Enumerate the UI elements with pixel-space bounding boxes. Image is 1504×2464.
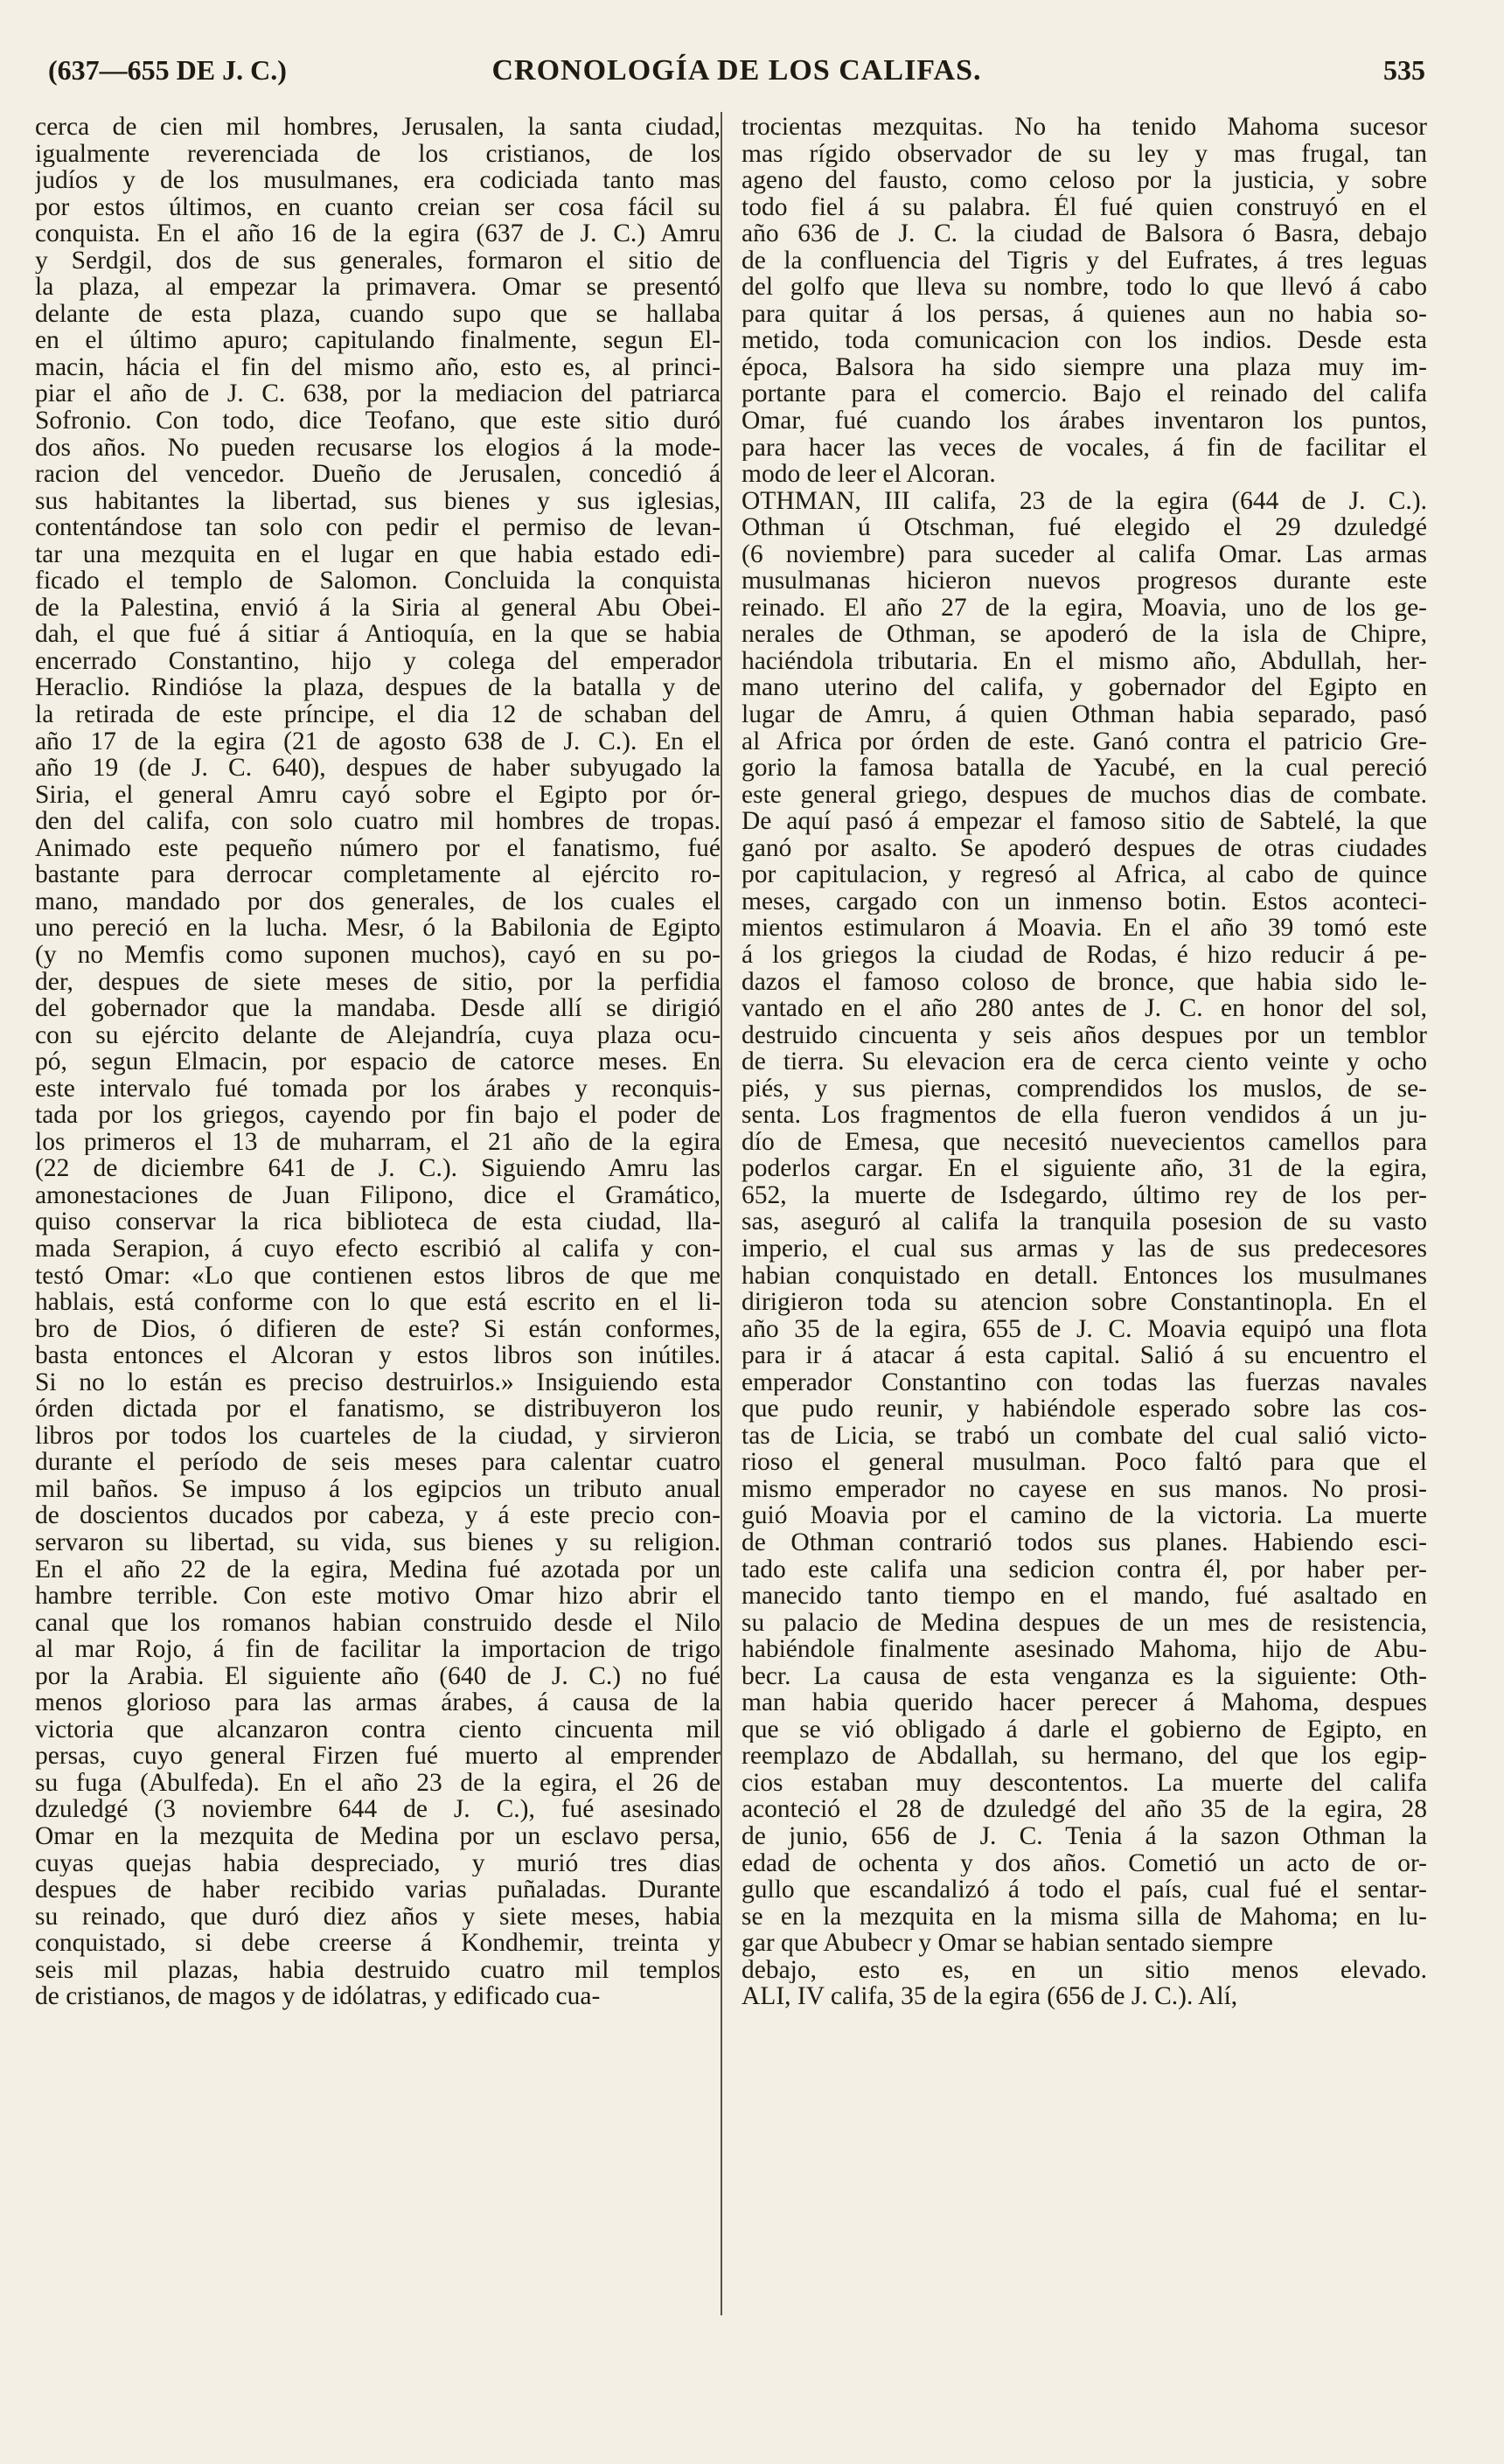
text-line: su reinado, que duró diez años y siete meses, habia [35, 1903, 721, 1931]
text-line: año 35 de la egira, 655 de J. C. Moavia equipó una flota [742, 1315, 1427, 1343]
text-line: hambre terrible. Con este motivo Omar hizo abrir el [35, 1583, 721, 1610]
text-line: 652, la muerte de Isdegardo, último rey de los per- [742, 1181, 1427, 1209]
text-line: De aquí pasó á empezar el famoso sitio de Sabtelé, la que [742, 808, 1427, 835]
text-line: Othman ú Otschman, fué elegido el 29 dzuledgé [742, 514, 1427, 541]
text-line: haciéndola tributaria. En el mismo año, Abdullah, her- [742, 647, 1427, 675]
text-line: su palacio de Medina despues de un mes de resistencia, [742, 1609, 1427, 1637]
text-line: órden dictada por el fanatismo, se distribuyeron los [35, 1396, 721, 1423]
text-line: reinado. El año 27 de la egira, Moavia, uno de los ge- [742, 594, 1427, 622]
text-line: mil baños. Se impuso á los egipcios un tributo anual [35, 1475, 721, 1503]
text-line: de la confluencia del Tigris y del Eufrates, á tres leguas [742, 247, 1427, 275]
text-line: igualmente reverenciada de los cristianos, de los [35, 140, 721, 168]
text-line: libros por todos los cuarteles de la ciudad, y sirvieron [35, 1422, 721, 1450]
text-line: vantado en el año 280 antes de J. C. en honor del sol, [742, 995, 1427, 1022]
text-line: hablais, está conforme con lo que está escrito en el li- [35, 1289, 721, 1316]
text-line: del golfo que lleva su nombre, todo lo que llevó á cabo [742, 274, 1427, 301]
text-line: con su ejército delante de Alejandría, cuya plaza ocu- [35, 1021, 721, 1049]
text-line: piés, y sus piernas, comprendidos los muslos, de se- [742, 1075, 1427, 1103]
text-line: testó Omar: «Lo que contienen estos libros de que me [35, 1262, 721, 1290]
text-line: gar que Abubecr y Omar se habian sentado siempre [742, 1930, 1273, 1957]
text-line: debajo, esto es, en un sitio menos elevado. [742, 1956, 1427, 1984]
text-line: OTHMAN, III califa, 23 de la egira (644 de J. C.). [742, 487, 1427, 515]
text-line: seis mil plazas, habia destruido cuatro mil templos [35, 1956, 721, 1984]
text-line: por capitulacion, y regresó al Africa, al cabo de quince [742, 861, 1427, 888]
text-line: dío de Emesa, que necesitó nuevecientos camellos para [742, 1128, 1427, 1156]
text-line: Animado este pequeño número por el fanatismo, fué [35, 834, 721, 862]
text-line: Siria, el general Amru cayó sobre el Egipto por ór- [35, 781, 721, 809]
text-line: servaron su libertad, su vida, sus bienes y su religion. [35, 1528, 721, 1556]
text-line: para hacer las veces de vocales, á fin de facilitar el [742, 434, 1427, 462]
text-line: año 19 (de J. C. 640), despues de haber subyugado la [35, 755, 721, 782]
text-line: dazos el famoso coloso de bronce, que habia sido le- [742, 968, 1427, 996]
text-line: victoria que alcanzaron contra ciento cincuenta mil [35, 1716, 721, 1744]
text-line: sas, aseguró al califa la tranquila posesion de su vasto [742, 1208, 1427, 1235]
text-line: nerales de Othman, se apoderó de la isla de Chipre, [742, 621, 1427, 648]
text-line: dos años. No pueden recusarse los elogios á la mode- [35, 434, 721, 462]
text-line: por la Arabia. El siguiente año (640 de J. C.) no fué [35, 1662, 721, 1690]
text-line: amonestaciones de Juan Filipono, dice el Gramático, [35, 1181, 721, 1209]
text-line: racion del vencedor. Dueño de Jerusalen, concedió á [35, 461, 721, 488]
text-line: portante para el comercio. Bajo el reinado del califa [742, 380, 1427, 408]
text-line: al mar Rojo, á fin de facilitar la importacion de trigo [35, 1636, 721, 1663]
text-line: en el último apuro; capitulando finalmente, segun El- [35, 327, 721, 354]
text-line: su fuga (Abulfeda). En el año 23 de la egira, el 26 de [35, 1769, 721, 1797]
text-line: lugar de Amru, á quien Othman habia separado, pasó [742, 701, 1427, 728]
text-line: basta entonces el Alcoran y estos libros son inútiles. [35, 1342, 721, 1369]
text-line: encerrado Constantino, hijo y colega del emperador [35, 647, 721, 675]
text-line: habian conquistado en detall. Entonces los musulmanes [742, 1262, 1427, 1290]
text-line: manecido tanto tiempo en el mando, fué asaltado en [742, 1583, 1427, 1610]
text-line: emperador Constantino con todas las fuerzas navales [742, 1368, 1427, 1396]
text-line: quiso conservar la rica biblioteca de esta ciudad, lla- [35, 1208, 721, 1235]
text-line: los primeros el 13 de muharram, el 21 año de la egira [35, 1128, 721, 1156]
text-line: la plaza, al empezar la primavera. Omar se presentó [35, 274, 721, 301]
text-line: mas rígido observador de su ley y mas frugal, tan [742, 140, 1427, 168]
text-line: canal que los romanos habian construido desde el Nilo [35, 1609, 721, 1637]
page-header [48, 54, 1425, 107]
text-line: tas de Licia, se trabó un combate del cual salió victo- [742, 1422, 1427, 1450]
text-line: ageno del fausto, como celoso por la justicia, y sobre [742, 167, 1427, 194]
text-line: (22 de diciembre 641 de J. C.). Siguiendo Amru las [35, 1155, 721, 1182]
text-line: metido, toda comunicacion con los indios. Desde esta [742, 327, 1427, 354]
text-line: mientos estimularon á Moavia. En el año 39 tomó este [742, 915, 1427, 942]
text-line: conquistado, si debe creerse á Kondhemir, treinta y [35, 1930, 721, 1957]
text-line: reemplazo de Abdallah, su hermano, del que los egip- [742, 1743, 1427, 1770]
text-line: despues de haber recibido varias puñaladas. Durante [35, 1876, 721, 1904]
text-line: conquista. En el año 16 de la egira (637 de J. C.) Amru [35, 220, 721, 247]
text-line: musulmanas hicieron nuevos progresos durante este [742, 567, 1427, 595]
text-line: cerca de cien mil hombres, Jerusalen, la santa ciudad, [35, 114, 721, 141]
text-line: senta. Los fragmentos de ella fueron vendidos á un ju- [742, 1102, 1427, 1129]
text-line: persas, cuyo general Firzen fué muerto al emprender [35, 1743, 721, 1770]
text-line: bro de Dios, ó difieren de este? Si están conformes, [35, 1315, 721, 1343]
text-line: para ir á atacar á esta capital. Salió á su encuentro el [742, 1342, 1427, 1369]
text-line: (6 noviembre) para suceder al califa Omar. Las armas [742, 540, 1427, 568]
text-line: destruido cincuenta y seis años despues por un temblor [742, 1021, 1427, 1049]
text-line: para quitar á los persas, á quienes aun no habia so- [742, 300, 1427, 328]
text-line: (y no Memfis como suponen muchos), cayó en su po- [35, 941, 721, 969]
text-line: En el año 22 de la egira, Medina fué azotada por un [35, 1556, 721, 1584]
page-number: 535 [1383, 54, 1425, 86]
text-line: tada por los griegos, cayendo por fin bajo el poder de [35, 1102, 721, 1129]
text-line: man habia querido hacer perecer á Mahoma, despues [742, 1689, 1427, 1716]
text-line: que se vió obligado á darle el gobierno de Egipto, en [742, 1716, 1427, 1744]
text-line: Omar en la mezquita de Medina por un esclavo persa, [35, 1823, 721, 1850]
text-line: se en la mezquita en la misma silla de Mahoma; en lu- [742, 1903, 1427, 1931]
text-line: este general griego, despues de muchos dias de combate. [742, 781, 1427, 809]
text-line: guió Moavia por el camino de la victoria. La muerte [742, 1502, 1427, 1529]
text-line: de Othman contrarió todos sus planes. Habiendo esci- [742, 1528, 1427, 1556]
text-line: tar una mezquita en el lugar en que habia estado edi- [35, 540, 721, 568]
text-line: del gobernador que la mandaba. Desde allí se dirigió [35, 995, 721, 1022]
text-line: delante de esta plaza, cuando supo que se hallaba [35, 300, 721, 328]
text-line: dah, el que fué á sitiar á Antioquía, en la que se habia [35, 621, 721, 648]
text-line: cuyas quejas habia despreciado, y murió tres dias [35, 1849, 721, 1877]
text-line: de tierra. Su elevacion era de cerca ciento veinte y ocho [742, 1048, 1427, 1075]
text-line: Si no lo están es preciso destruirlos.» Insiguiendo esta [35, 1368, 721, 1396]
text-line: y Serdgil, dos de sus generales, formaron el sitio de [35, 247, 721, 275]
text-line: año 636 de J. C. la ciudad de Balsora ó Basra, debajo [742, 220, 1427, 247]
text-line: tado este califa una sedicion contra él, por haber per- [742, 1556, 1427, 1584]
text-line: gorio la famosa batalla de Yacubé, en la cual pereció [742, 755, 1427, 782]
text-line: edad de ochenta y dos años. Cometió un acto de or- [742, 1849, 1427, 1877]
text-line: contentándose tan solo con pedir el permiso de levan- [35, 514, 721, 541]
text-line: de junio, 656 de J. C. Tenia á la sazon Othman la [742, 1823, 1427, 1850]
text-line: mano uterino del califa, y gobernador del Egipto en [742, 674, 1427, 702]
text-line: de doscientos ducados por cabeza, y á este precio con- [35, 1502, 721, 1529]
text-line: mano, mandado por dos generales, de los cuales el [35, 887, 721, 915]
text-line: imperio, el cual sus armas y las de sus predecesores [742, 1235, 1427, 1263]
text-line: ficado el templo de Salomon. Concluida la conquista [35, 567, 721, 595]
text-line: dirigieron toda su atencion sobre Constantinopla. En el [742, 1289, 1427, 1316]
right-column [742, 114, 1427, 2010]
column-divider [721, 112, 722, 2315]
text-line: este intervalo fué tomada por los árabes y reconquis- [35, 1075, 721, 1103]
text-line: menos glorioso para las armas árabes, á causa de la [35, 1689, 721, 1716]
text-line: dzuledgé (3 noviembre 644 de J. C.), fué asesinado [35, 1796, 721, 1823]
text-line: aconteció el 28 de dzuledgé del año 35 de la egira, 28 [742, 1796, 1427, 1823]
text-line: bastante para derrocar completamente al ejército ro- [35, 861, 721, 888]
text-line: uno pereció en la lucha. Mesr, ó la Babilonia de Egipto [35, 915, 721, 942]
text-line: durante el período de seis meses para calentar cuatro [35, 1449, 721, 1476]
text-line: Omar, fué cuando los árabes inventaron los puntos, [742, 407, 1427, 435]
text-line: Heraclio. Rindióse la plaza, despues de la batalla y de [35, 674, 721, 702]
text-line: de cristianos, de magos y de idólatras, y edificado cua- [35, 1983, 601, 2010]
text-line: todo fiel á su palabra. Él fué quien construyó en el [742, 193, 1427, 221]
text-line: piar el año de J. C. 638, por la mediacion del patriarca [35, 380, 721, 408]
text-line: becr. La causa de esta venganza es la siguiente: Oth- [742, 1662, 1427, 1690]
page-title: CRONOLOGÍA DE LOS CALIFAS. [491, 54, 982, 87]
left-column [35, 114, 721, 2010]
text-line: mismo emperador no cayese en sus manos. No prosi- [742, 1475, 1427, 1503]
text-line: den del califa, con solo cuatro mil hombres de tropas. [35, 808, 721, 835]
text-line: modo de leer el Alcoran. [742, 461, 996, 488]
text-line: de la Palestina, envió á la Siria al general Abu Obei- [35, 594, 721, 622]
text-line: poderlos cargar. En el siguiente año, 31 de la egira, [742, 1155, 1427, 1182]
text-line: pó, segun Elmacin, por espacio de catorce meses. En [35, 1048, 721, 1075]
text-line: año 17 de la egira (21 de agosto 638 de J. C.). En el [35, 727, 721, 755]
text-line: trocientas mezquitas. No ha tenido Mahoma sucesor [742, 114, 1427, 141]
text-line: judíos y de los musulmanes, era codiciada tanto mas [35, 167, 721, 194]
text-line: Sofronio. Con todo, dice Teofano, que este sitio duró [35, 407, 721, 435]
header-date-range: (637—655 DE J. C.) [48, 54, 287, 86]
text-line: macin, hácia el fin del mismo año, esto es, al princi- [35, 353, 721, 381]
text-line: sus habitantes la libertad, sus bienes y sus iglesias, [35, 487, 721, 515]
text-line: cios estaban muy descontentos. La muerte del califa [742, 1769, 1427, 1797]
text-line: der, despues de siete meses de sitio, por la perfidia [35, 968, 721, 996]
text-line: á los griegos la ciudad de Rodas, é hizo reducir á pe- [742, 941, 1427, 969]
text-line: ALI, IV califa, 35 de la egira (656 de J. C.). Alí, [742, 1983, 1238, 2010]
text-line: que pudo reunir, y habiéndole esperado sobre las cos- [742, 1396, 1427, 1423]
text-line: mada Serapion, á cuyo efecto escribió al califa y con- [35, 1235, 721, 1263]
text-line: meses, cargado con un inmenso botin. Estos aconteci- [742, 887, 1427, 915]
text-line: rioso el general musulman. Poco faltó para que el [742, 1449, 1427, 1476]
text-line: ganó por asalto. Se apoderó despues de otras ciudades [742, 834, 1427, 862]
text-line: por estos últimos, en cuanto creian ser cosa fácil su [35, 193, 721, 221]
text-line: la retirada de este príncipe, el dia 12 de schaban del [35, 701, 721, 728]
text-line: época, Balsora ha sido siempre una plaza muy im- [742, 353, 1427, 381]
text-line: gullo que escandalizó á todo el país, cual fué el sentar- [742, 1876, 1427, 1904]
text-line: al Africa por órden de este. Ganó contra el patricio Gre- [742, 727, 1427, 755]
text-line: habiéndole finalmente asesinado Mahoma, hijo de Abu- [742, 1636, 1427, 1663]
